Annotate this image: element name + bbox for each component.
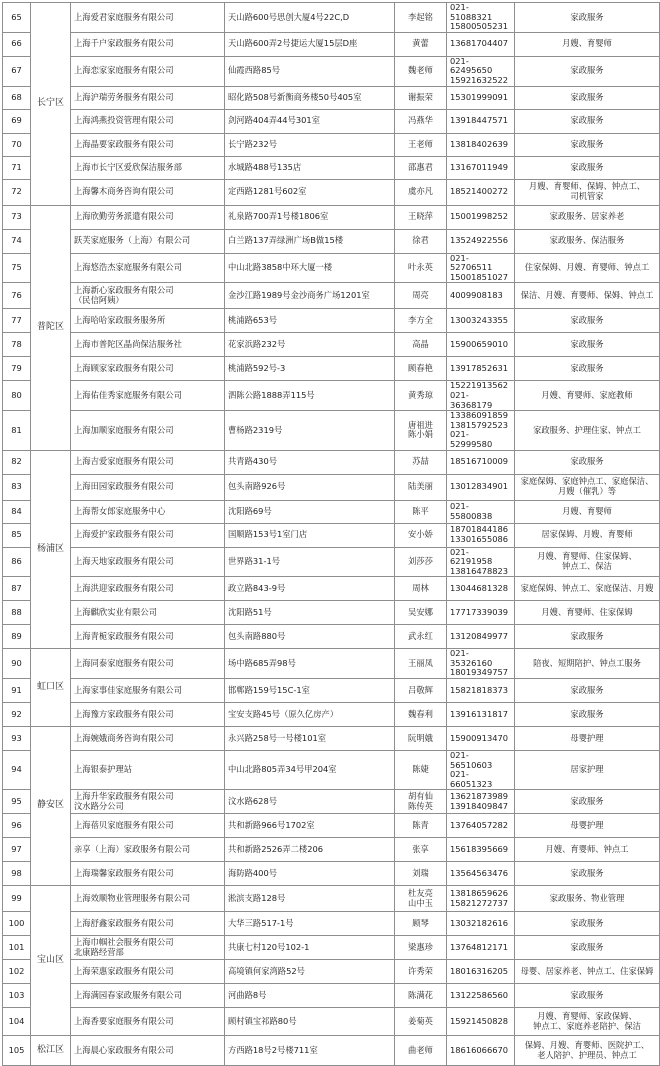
- row-number-cell: 95: [3, 790, 31, 814]
- table-row: [3, 523, 660, 547]
- company-name-cell: 上海市长宁区爱欣保洁服务部: [71, 156, 225, 179]
- provider-table: [2, 2, 660, 1066]
- company-name-cell: 上海哈哈家政服务服务所: [71, 309, 225, 333]
- contact-cell: 陈青: [395, 814, 447, 838]
- district-cell: 杨浦区: [31, 450, 71, 649]
- company-name-cell: 上海馨木商务咨询有限公司: [71, 179, 225, 205]
- phone-cell: 15221913562 021-36368179: [447, 381, 515, 411]
- company-name-cell: 上海香要家庭服务有限公司: [71, 1008, 225, 1036]
- contact-cell: 周亮: [395, 283, 447, 309]
- company-name-cell: 上海舒鑫家政服务有限公司: [71, 912, 225, 936]
- company-name-cell: 上海满园春家政服务有限公司: [71, 984, 225, 1008]
- row-number-cell: 73: [3, 205, 31, 229]
- table-row: [3, 109, 660, 133]
- contact-cell: 王丽凤: [395, 649, 447, 679]
- phone-cell: 13044681328: [447, 577, 515, 601]
- phone-cell: 021-55800838: [447, 500, 515, 523]
- contact-cell: 杜友亮 山中玉: [395, 886, 447, 912]
- table-row: [3, 886, 660, 912]
- address-cell: 仙霞西路85号: [225, 56, 395, 86]
- row-number-cell: 69: [3, 109, 31, 133]
- phone-cell: 13386091859 13815792523 021-52999580: [447, 411, 515, 450]
- table-row: [3, 1008, 660, 1036]
- service-cell: 月嫂、育婴师、住家保姆、 钟点工、保洁: [515, 547, 660, 577]
- row-number-cell: 99: [3, 886, 31, 912]
- service-cell: 居家护理: [515, 751, 660, 790]
- service-cell: 家政服务: [515, 133, 660, 156]
- address-cell: 昭化路508号新衡商务楼50号405室: [225, 86, 395, 109]
- address-cell: 宝安支路45号（原久亿房产）: [225, 703, 395, 727]
- phone-cell: 15618395669: [447, 838, 515, 862]
- row-number-cell: 84: [3, 500, 31, 523]
- company-name-cell: 上海吉爱家庭服务有限公司: [71, 450, 225, 474]
- table-row: [3, 309, 660, 333]
- phone-cell: 15900913470: [447, 727, 515, 751]
- service-cell: 月嫂、育婴师、家庭教师: [515, 381, 660, 411]
- phone-cell: 13681704407: [447, 32, 515, 56]
- contact-cell: 刘莎莎: [395, 547, 447, 577]
- service-cell: 保姆、月嫂、育婴师、医院护工、 老人陪护、护理员、钟点工: [515, 1036, 660, 1066]
- company-name-cell: 上海市普陀区晶尚保洁服务社: [71, 333, 225, 357]
- table-row: [3, 333, 660, 357]
- phone-cell: 13818659626 15821272737: [447, 886, 515, 912]
- table-row: [3, 474, 660, 500]
- address-cell: 天山路600弄2号捷运大厦15层D座: [225, 32, 395, 56]
- phone-cell: 13524922556: [447, 229, 515, 253]
- row-number-cell: 66: [3, 32, 31, 56]
- table-row: [3, 411, 660, 450]
- table-row: [3, 229, 660, 253]
- address-cell: 国顺路153号1室门店: [225, 523, 395, 547]
- row-number-cell: 91: [3, 679, 31, 703]
- company-name-cell: 上海千户家政服务有限公司: [71, 32, 225, 56]
- phone-cell: 13003243355: [447, 309, 515, 333]
- row-number-cell: 75: [3, 253, 31, 283]
- contact-cell: 姜菊英: [395, 1008, 447, 1036]
- contact-cell: 阮明娥: [395, 727, 447, 751]
- company-name-cell: 上海豫方家政服务有限公司: [71, 703, 225, 727]
- phone-cell: 4009908183: [447, 283, 515, 309]
- contact-cell: 武永红: [395, 625, 447, 649]
- row-number-cell: 105: [3, 1036, 31, 1066]
- row-number-cell: 94: [3, 751, 31, 790]
- table-row: [3, 751, 660, 790]
- table-row: [3, 56, 660, 86]
- table-row: [3, 156, 660, 179]
- service-cell: 家政服务: [515, 790, 660, 814]
- phone-cell: 13564563476: [447, 862, 515, 886]
- address-cell: 长宁路232号: [225, 133, 395, 156]
- service-cell: 家政服务: [515, 703, 660, 727]
- table-row: [3, 450, 660, 474]
- company-name-cell: 上海田园家政服务有限公司: [71, 474, 225, 500]
- contact-cell: 吴安娜: [395, 601, 447, 625]
- contact-cell: 吕敬辉: [395, 679, 447, 703]
- address-cell: 共和新路966号1702室: [225, 814, 395, 838]
- phone-cell: 13122586560: [447, 984, 515, 1008]
- address-cell: 汶水路628号: [225, 790, 395, 814]
- row-number-cell: 98: [3, 862, 31, 886]
- contact-cell: 陈婕: [395, 751, 447, 790]
- address-cell: 政立路843-9号: [225, 577, 395, 601]
- company-name-cell: 上海爱君家庭服务有限公司: [71, 3, 225, 33]
- phone-cell: 13918447571: [447, 109, 515, 133]
- company-name-cell: 上海晨心家政服务有限公司: [71, 1036, 225, 1066]
- company-name-cell: 上海瑞馨家政服务有限公司: [71, 862, 225, 886]
- company-name-cell: 上海效顺物业管理服务有限公司: [71, 886, 225, 912]
- address-cell: 礼泉路700弄1号楼1806室: [225, 205, 395, 229]
- row-number-cell: 87: [3, 577, 31, 601]
- row-number-cell: 77: [3, 309, 31, 333]
- contact-cell: 冯燕华: [395, 109, 447, 133]
- table-row: [3, 253, 660, 283]
- table-row: [3, 960, 660, 984]
- company-name-cell: 上海巾帼社会服务有限公司 北康路经营部: [71, 936, 225, 960]
- phone-cell: 15900659010: [447, 333, 515, 357]
- service-cell: 母婴护理: [515, 727, 660, 751]
- phone-cell: 021-52706511 15001851027: [447, 253, 515, 283]
- address-cell: 曹杨路2319号: [225, 411, 395, 450]
- company-name-cell: 上海帮女郎家庭服务中心: [71, 500, 225, 523]
- table-row: [3, 500, 660, 523]
- contact-cell: 高晶: [395, 333, 447, 357]
- phone-cell: 13916131817: [447, 703, 515, 727]
- contact-cell: 张享: [395, 838, 447, 862]
- contact-cell: 黄蕾: [395, 32, 447, 56]
- row-number-cell: 93: [3, 727, 31, 751]
- address-cell: 沈阳路69号: [225, 500, 395, 523]
- company-name-cell: 上海荣惠家政服务有限公司: [71, 960, 225, 984]
- address-cell: 河曲路8号: [225, 984, 395, 1008]
- company-name-cell: 上海新心家政服务有限公司 （民信阿姨）: [71, 283, 225, 309]
- service-cell: 家政服务: [515, 86, 660, 109]
- company-name-cell: 上海晶要家政服务有限公司: [71, 133, 225, 156]
- contact-cell: 顾琴: [395, 912, 447, 936]
- row-number-cell: 83: [3, 474, 31, 500]
- contact-cell: 虞亦凡: [395, 179, 447, 205]
- row-number-cell: 79: [3, 357, 31, 381]
- service-cell: 家政服务、物业管理: [515, 886, 660, 912]
- contact-cell: 顾春艳: [395, 357, 447, 381]
- provider-table-body: [3, 3, 660, 1066]
- service-cell: 家政服务: [515, 156, 660, 179]
- phone-cell: 13917852631: [447, 357, 515, 381]
- company-name-cell: 上海悠浩杰家庭服务有限公司: [71, 253, 225, 283]
- table-row: [3, 862, 660, 886]
- address-cell: 沈阳路51号: [225, 601, 395, 625]
- phone-cell: 18516710009: [447, 450, 515, 474]
- phone-cell: 13167011949: [447, 156, 515, 179]
- contact-cell: 梁惠珍: [395, 936, 447, 960]
- contact-cell: 李起铭: [395, 3, 447, 33]
- phone-cell: 18616066670: [447, 1036, 515, 1066]
- service-cell: 家政服务、居家养老: [515, 205, 660, 229]
- phone-cell: 13764812171: [447, 936, 515, 960]
- row-number-cell: 86: [3, 547, 31, 577]
- contact-cell: 李方全: [395, 309, 447, 333]
- address-cell: 水城路488号135店: [225, 156, 395, 179]
- address-cell: 顾村镇宝祁路80号: [225, 1008, 395, 1036]
- contact-cell: 刘瑞: [395, 862, 447, 886]
- table-row: [3, 625, 660, 649]
- table-row: [3, 3, 660, 33]
- phone-cell: 15301999091: [447, 86, 515, 109]
- table-row: [3, 984, 660, 1008]
- service-cell: 家政服务: [515, 109, 660, 133]
- company-name-cell: 上海青栀家政服务有限公司: [71, 625, 225, 649]
- row-number-cell: 78: [3, 333, 31, 357]
- company-name-cell: 上海爱护家政服务有限公司: [71, 523, 225, 547]
- row-number-cell: 103: [3, 984, 31, 1008]
- phone-cell: 021-51088321 15800505231: [447, 3, 515, 33]
- company-name-cell: 上海升华家政服务有限公司 汶水路分公司: [71, 790, 225, 814]
- service-cell: 家政服务: [515, 984, 660, 1008]
- service-cell: 家政服务: [515, 679, 660, 703]
- table-row: [3, 838, 660, 862]
- company-name-cell: 上海洪迎家政服务有限公司: [71, 577, 225, 601]
- table-row: [3, 86, 660, 109]
- service-cell: 家政服务: [515, 56, 660, 86]
- service-cell: 月嫂、育婴师、家政保姆、 钟点工、家庭养老陪护、保洁: [515, 1008, 660, 1036]
- address-cell: 永兴路258号一号楼101室: [225, 727, 395, 751]
- district-cell: 普陀区: [31, 205, 71, 450]
- table-row: [3, 912, 660, 936]
- company-name-cell: 上海恋家家庭服务有限公司: [71, 56, 225, 86]
- contact-cell: 唐祖进 陈小娟: [395, 411, 447, 450]
- contact-cell: 王晓萍: [395, 205, 447, 229]
- service-cell: 家庭保姆、家庭钟点工、家庭保洁、 月嫂（催乳）等: [515, 474, 660, 500]
- address-cell: 包头南路926号: [225, 474, 395, 500]
- row-number-cell: 65: [3, 3, 31, 33]
- service-cell: 月嫂、育婴师: [515, 32, 660, 56]
- service-cell: 月嫂、育婴师、住家保姆: [515, 601, 660, 625]
- phone-cell: 021-62191958 13816478823: [447, 547, 515, 577]
- contact-cell: 邵惠君: [395, 156, 447, 179]
- contact-cell: 叶永英: [395, 253, 447, 283]
- address-cell: 共和新路2526弄二楼206: [225, 838, 395, 862]
- address-cell: 高境镇何家湾路52号: [225, 960, 395, 984]
- service-cell: 家政服务: [515, 357, 660, 381]
- company-name-cell: 上海沪瑞劳务服务有限公司: [71, 86, 225, 109]
- service-cell: 家政服务: [515, 333, 660, 357]
- phone-cell: 13818402639: [447, 133, 515, 156]
- district-cell: 松江区: [31, 1036, 71, 1066]
- table-row: [3, 601, 660, 625]
- contact-cell: 黄秀琼: [395, 381, 447, 411]
- district-cell: 长宁区: [31, 3, 71, 206]
- table-row: [3, 283, 660, 309]
- company-name-cell: 上海家事佳家庭服务有限公司: [71, 679, 225, 703]
- row-number-cell: 74: [3, 229, 31, 253]
- company-name-cell: 上海蓓贝家庭服务有限公司: [71, 814, 225, 838]
- address-cell: 花家浜路232号: [225, 333, 395, 357]
- table-row: [3, 790, 660, 814]
- service-cell: 陪夜、短期陪护、钟点工服务: [515, 649, 660, 679]
- phone-cell: 021-62495650 15921632522: [447, 56, 515, 86]
- row-number-cell: 102: [3, 960, 31, 984]
- address-cell: 邯郸路159号15C-1室: [225, 679, 395, 703]
- district-cell: 虹口区: [31, 649, 71, 727]
- company-name-cell: 上海同泰家庭服务有限公司: [71, 649, 225, 679]
- table-row: [3, 649, 660, 679]
- phone-cell: 15001998252: [447, 205, 515, 229]
- table-row: [3, 577, 660, 601]
- service-cell: 月嫂、育婴师、保姆、钟点工、 司机管家: [515, 179, 660, 205]
- address-cell: 包头南路880号: [225, 625, 395, 649]
- phone-cell: 15921450828: [447, 1008, 515, 1036]
- service-cell: 月嫂、育婴师: [515, 500, 660, 523]
- row-number-cell: 70: [3, 133, 31, 156]
- contact-cell: 许秀荣: [395, 960, 447, 984]
- table-row: [3, 32, 660, 56]
- contact-cell: 胡有仙 陈传英: [395, 790, 447, 814]
- company-name-cell: 上海欣勤劳务派遣有限公司: [71, 205, 225, 229]
- service-cell: 家政服务: [515, 3, 660, 33]
- address-cell: 天山路600号思创大厦4号22C,D: [225, 3, 395, 33]
- address-cell: 金沙江路1989号金沙商务广场1201室: [225, 283, 395, 309]
- address-cell: 中山北路3858中环大厦一楼: [225, 253, 395, 283]
- address-cell: 桃浦路592号-3: [225, 357, 395, 381]
- contact-cell: 陈满花: [395, 984, 447, 1008]
- row-number-cell: 101: [3, 936, 31, 960]
- address-cell: 共青路430号: [225, 450, 395, 474]
- phone-cell: 17717339039: [447, 601, 515, 625]
- row-number-cell: 80: [3, 381, 31, 411]
- address-cell: 方西路18号2号楼711室: [225, 1036, 395, 1066]
- service-cell: 家政服务: [515, 862, 660, 886]
- address-cell: 场中路685弄98号: [225, 649, 395, 679]
- table-row: [3, 936, 660, 960]
- company-name-cell: 上海天地家政服务有限公司: [71, 547, 225, 577]
- phone-cell: 13012834901: [447, 474, 515, 500]
- company-name-cell: 亲享（上海）家政服务有限公司: [71, 838, 225, 862]
- row-number-cell: 104: [3, 1008, 31, 1036]
- address-cell: 海防路400号: [225, 862, 395, 886]
- service-cell: 家政服务: [515, 936, 660, 960]
- row-number-cell: 96: [3, 814, 31, 838]
- row-number-cell: 82: [3, 450, 31, 474]
- phone-cell: 18016316205: [447, 960, 515, 984]
- address-cell: 泗陈公路1888弄115号: [225, 381, 395, 411]
- row-number-cell: 71: [3, 156, 31, 179]
- service-cell: 家庭保姆、钟点工、家庭保洁、月嫂: [515, 577, 660, 601]
- address-cell: 淞滨支路128号: [225, 886, 395, 912]
- row-number-cell: 97: [3, 838, 31, 862]
- company-name-cell: 跃芙家庭服务（上海）有限公司: [71, 229, 225, 253]
- row-number-cell: 81: [3, 411, 31, 450]
- table-row: [3, 1036, 660, 1066]
- phone-cell: 18521400272: [447, 179, 515, 205]
- phone-cell: 13621873989 13918409847: [447, 790, 515, 814]
- company-name-cell: 上海银泰护理站: [71, 751, 225, 790]
- row-number-cell: 92: [3, 703, 31, 727]
- row-number-cell: 90: [3, 649, 31, 679]
- table-row: [3, 727, 660, 751]
- service-cell: 月嫂、育婴师、钟点工: [515, 838, 660, 862]
- service-cell: 母婴、居家养老、钟点工、住家保姆: [515, 960, 660, 984]
- phone-cell: 18701844186 13301655086: [447, 523, 515, 547]
- address-cell: 共康七村120号102-1: [225, 936, 395, 960]
- table-row: [3, 357, 660, 381]
- company-name-cell: 上海顾家家政服务有限公司: [71, 357, 225, 381]
- address-cell: 大华三路517-1号: [225, 912, 395, 936]
- district-cell: 静安区: [31, 727, 71, 886]
- contact-cell: 曲老师: [395, 1036, 447, 1066]
- service-cell: 家政服务: [515, 912, 660, 936]
- company-name-cell: 上海加顺家庭服务有限公司: [71, 411, 225, 450]
- phone-cell: 021-35326160 18019349757: [447, 649, 515, 679]
- address-cell: 定西路1281号602室: [225, 179, 395, 205]
- contact-cell: 谢振荣: [395, 86, 447, 109]
- contact-cell: 王老师: [395, 133, 447, 156]
- address-cell: 世界路31-1号: [225, 547, 395, 577]
- service-cell: 住家保姆、月嫂、育婴师、钟点工: [515, 253, 660, 283]
- row-number-cell: 72: [3, 179, 31, 205]
- table-row: [3, 179, 660, 205]
- table-row: [3, 679, 660, 703]
- contact-cell: 苏喆: [395, 450, 447, 474]
- phone-cell: 15821818373: [447, 679, 515, 703]
- row-number-cell: 88: [3, 601, 31, 625]
- contact-cell: 魏老师: [395, 56, 447, 86]
- company-name-cell: 上海鸿燕投资管理有限公司: [71, 109, 225, 133]
- company-name-cell: 上海佑佳秀家庭服务有限公司: [71, 381, 225, 411]
- service-cell: 保洁、月嫂、育婴师、保姆、钟点工: [515, 283, 660, 309]
- row-number-cell: 68: [3, 86, 31, 109]
- table-row: [3, 547, 660, 577]
- address-cell: 桃浦路653号: [225, 309, 395, 333]
- contact-cell: 陈平: [395, 500, 447, 523]
- address-cell: 剑河路404弄44号301室: [225, 109, 395, 133]
- row-number-cell: 67: [3, 56, 31, 86]
- service-cell: 家政服务、保洁服务: [515, 229, 660, 253]
- row-number-cell: 89: [3, 625, 31, 649]
- table-row: [3, 381, 660, 411]
- table-row: [3, 814, 660, 838]
- contact-cell: 魏春利: [395, 703, 447, 727]
- row-number-cell: 85: [3, 523, 31, 547]
- company-name-cell: 上海婉娥商务咨询有限公司: [71, 727, 225, 751]
- service-cell: 居家保姆、月嫂、育婴师: [515, 523, 660, 547]
- row-number-cell: 76: [3, 283, 31, 309]
- company-name-cell: 上海麒欣实业有限公司: [71, 601, 225, 625]
- phone-cell: 13032182616: [447, 912, 515, 936]
- service-cell: 家政服务、护理住家、钟点工: [515, 411, 660, 450]
- phone-cell: 13120849977: [447, 625, 515, 649]
- service-cell: 家政服务: [515, 625, 660, 649]
- service-cell: 家政服务: [515, 450, 660, 474]
- contact-cell: 陆美丽: [395, 474, 447, 500]
- district-cell: 宝山区: [31, 886, 71, 1036]
- phone-cell: 13764057282: [447, 814, 515, 838]
- phone-cell: 021-56510603 021-66051323: [447, 751, 515, 790]
- table-row: [3, 205, 660, 229]
- table-row: [3, 703, 660, 727]
- contact-cell: 徐君: [395, 229, 447, 253]
- contact-cell: 周林: [395, 577, 447, 601]
- table-row: [3, 133, 660, 156]
- service-cell: 家政服务: [515, 309, 660, 333]
- service-cell: 母婴护理: [515, 814, 660, 838]
- row-number-cell: 100: [3, 912, 31, 936]
- address-cell: 中山北路805弄34号甲204室: [225, 751, 395, 790]
- contact-cell: 安小娇: [395, 523, 447, 547]
- address-cell: 白兰路137弄绿洲广场B做15楼: [225, 229, 395, 253]
